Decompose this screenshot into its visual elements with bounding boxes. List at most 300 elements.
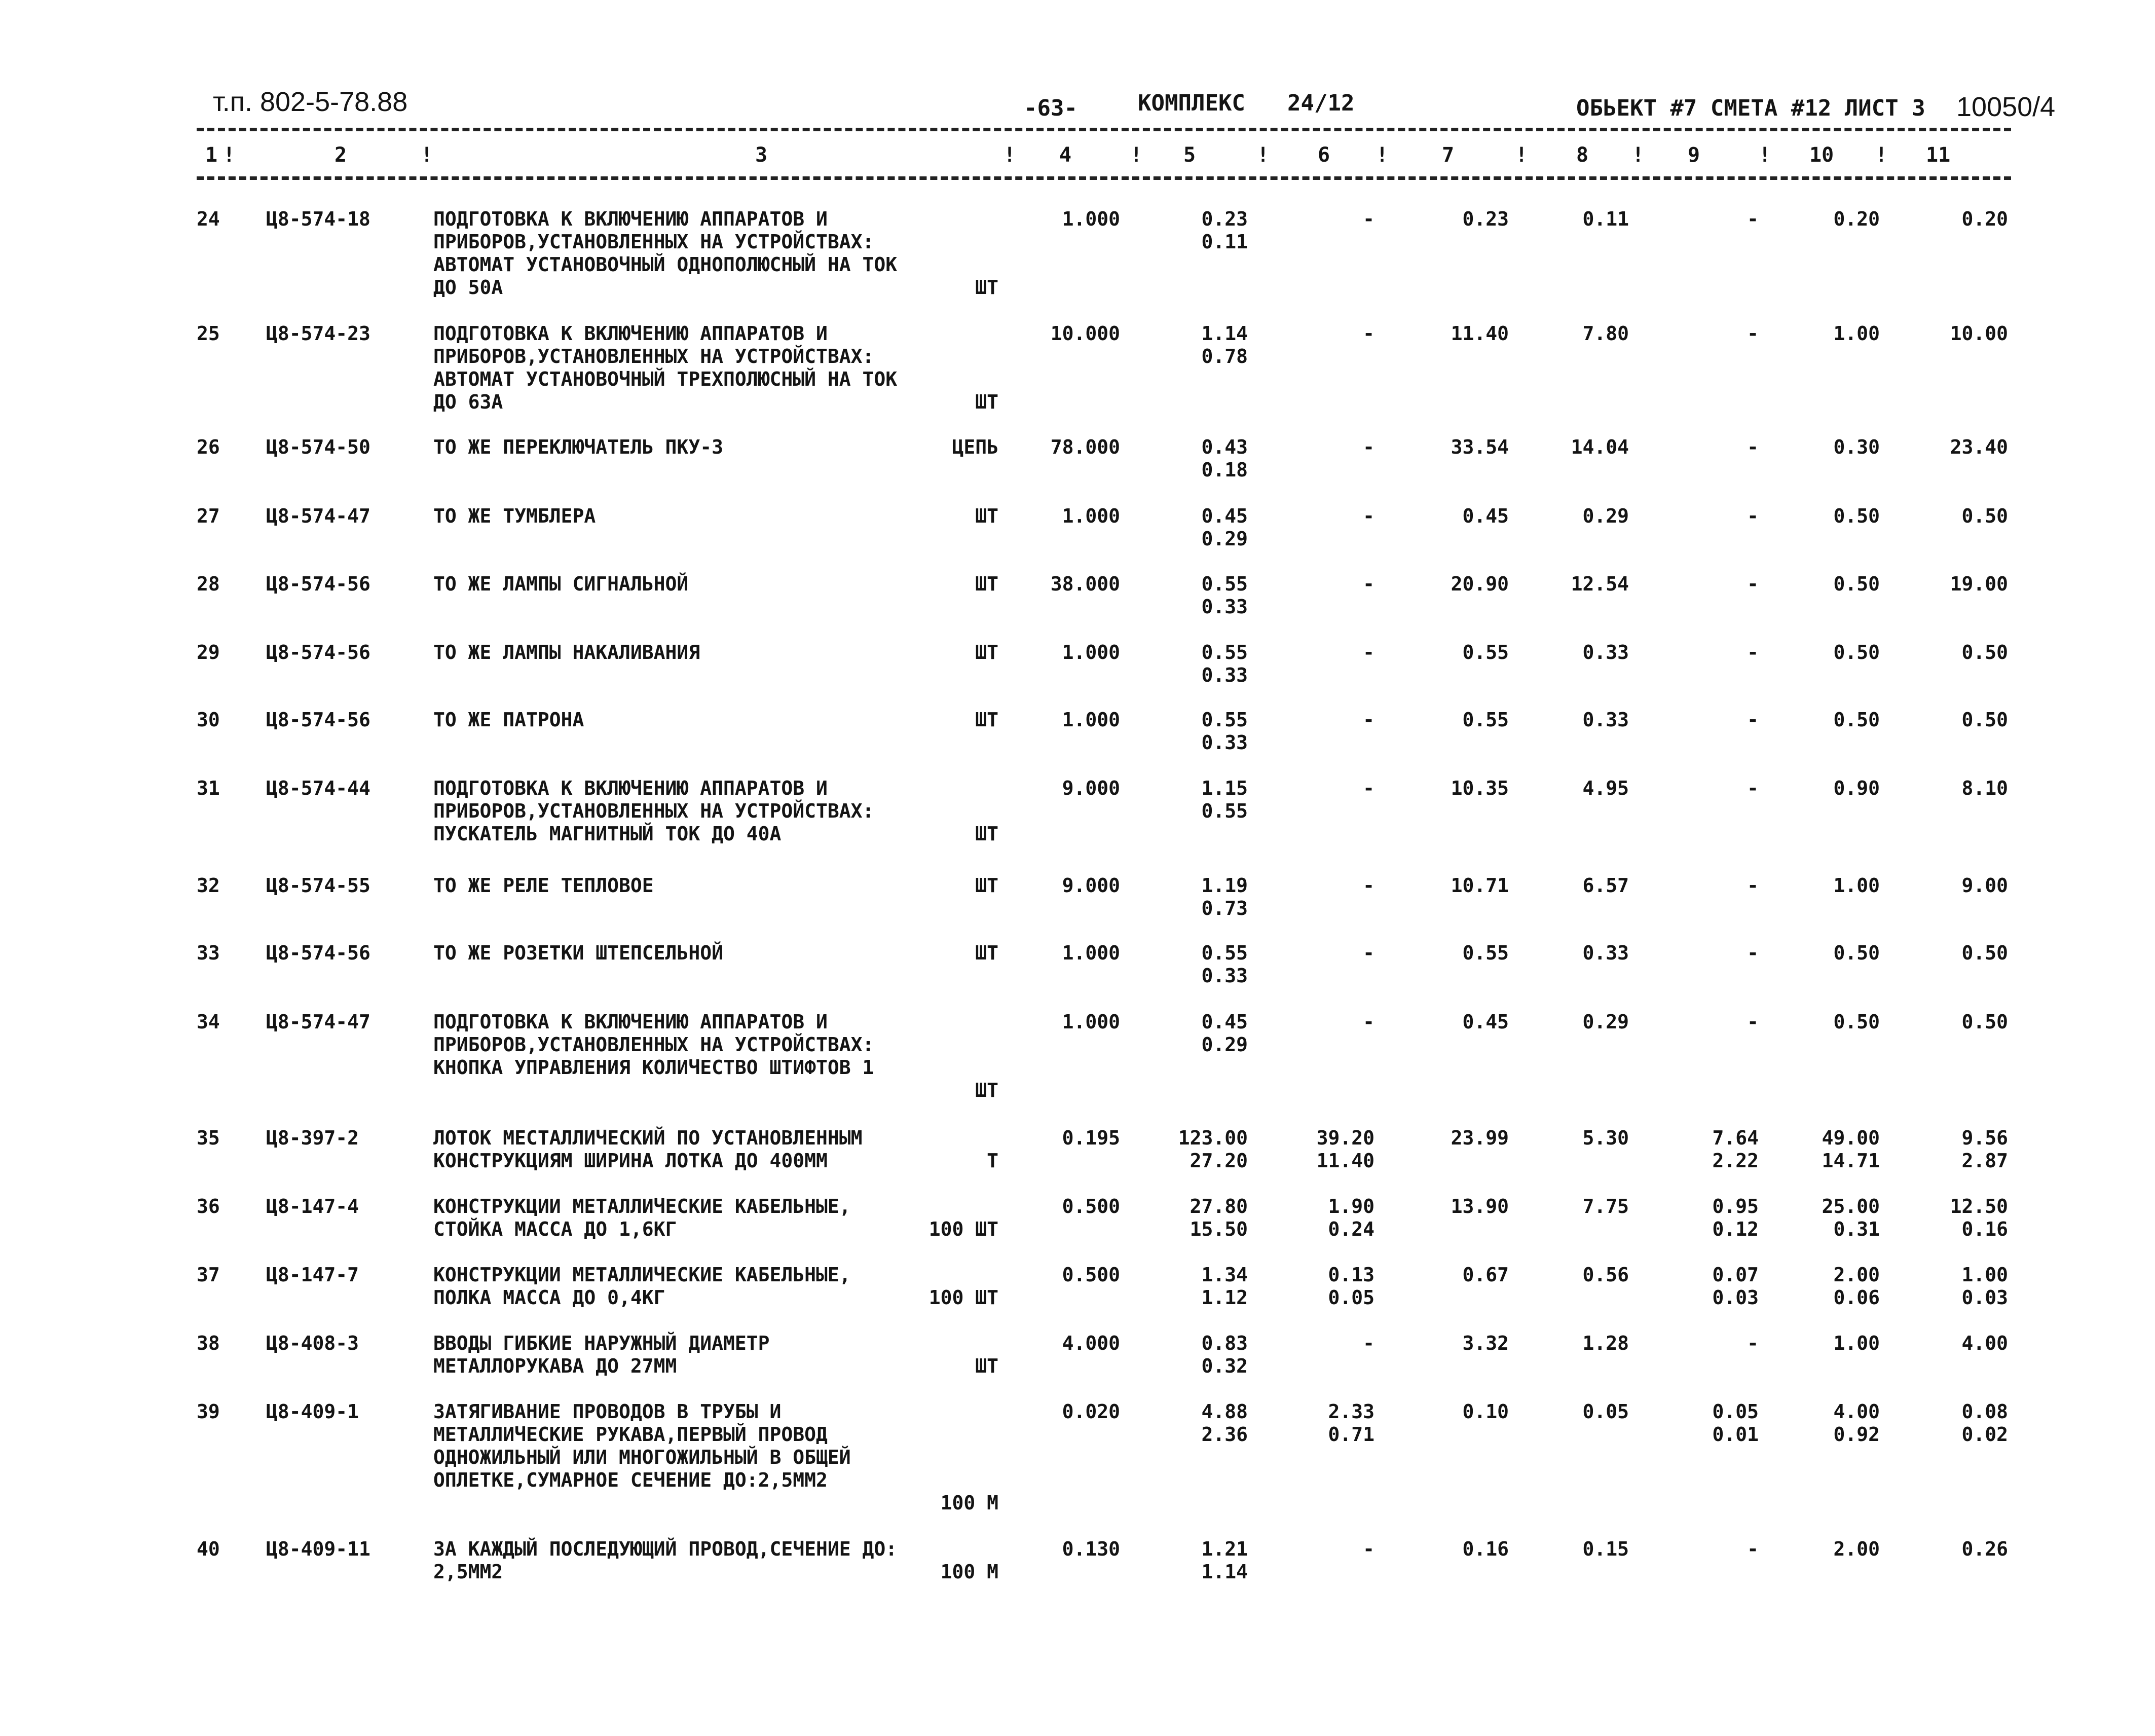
cell-value: 0.78 bbox=[1201, 345, 1248, 367]
description-line: КОНСТРУКЦИИ МЕТАЛЛИЧЕСКИЕ КАБЕЛЬНЫЕ, bbox=[433, 1195, 851, 1217]
cell-c10 bbox=[1833, 505, 1880, 528]
cell-value: - bbox=[1747, 208, 1759, 230]
description-line: 2,5ММ2 bbox=[433, 1561, 503, 1583]
cell-value: - bbox=[1747, 1538, 1759, 1560]
work-description bbox=[433, 641, 1001, 664]
cell-c6 bbox=[1328, 1400, 1374, 1446]
cell-c11 bbox=[1961, 777, 2008, 800]
cell-c7 bbox=[1462, 1400, 1509, 1423]
cell-c11 bbox=[1961, 208, 2008, 231]
cell-c8 bbox=[1571, 573, 1629, 596]
project-code: т.п. 802-5-78.88 bbox=[213, 87, 408, 117]
cell-value: - bbox=[1747, 874, 1759, 897]
description-line: АВТОМАТ УСТАНОВОЧНЫЙ ТРЕХПОЛЮСНЫЙ НА ТОК bbox=[433, 368, 898, 390]
col-sep: ! bbox=[1875, 143, 1888, 167]
norm-code: Ц8-574-56 bbox=[266, 573, 370, 595]
cell-value: 13.90 bbox=[1451, 1195, 1509, 1217]
cell-value: - bbox=[1747, 436, 1759, 458]
cell-value: 0.45 bbox=[1462, 1011, 1509, 1033]
cell-value: 0.20 bbox=[1833, 208, 1880, 230]
cell-c9 bbox=[1747, 777, 1759, 800]
cell-value: 2.00 bbox=[1833, 1538, 1880, 1560]
cell-value: 2.33 bbox=[1328, 1400, 1374, 1423]
cell-value: - bbox=[1747, 573, 1759, 595]
cell-value: 2.87 bbox=[1961, 1150, 2008, 1172]
unit-of-measure: ШТ bbox=[975, 505, 998, 527]
object-estimate-sheet: ОБЬЕКТ #7 СМЕТА #12 ЛИСТ 3 bbox=[1576, 95, 1925, 121]
work-description bbox=[433, 874, 1001, 897]
cell-value: 9.00 bbox=[1961, 874, 2008, 897]
cell-value: 0.13 bbox=[1328, 1264, 1374, 1286]
quantity: 4.000 bbox=[1062, 1332, 1120, 1354]
description-line: ПРИБОРОВ,УСТАНОВЛЕННЫХ НА УСТРОЙСТВАХ: bbox=[433, 1033, 874, 1056]
row-number: 29 bbox=[197, 641, 220, 663]
description-line: ПОДГОТОВКА К ВКЛЮЧЕНИЮ АППАРАТОВ И bbox=[433, 777, 828, 799]
col-sep: ! bbox=[1004, 143, 1016, 167]
cell-c5 bbox=[1190, 1195, 1248, 1241]
cell-c8 bbox=[1582, 942, 1629, 965]
unit-of-measure: 100 ШТ bbox=[928, 1218, 998, 1240]
cell-c6 bbox=[1363, 208, 1374, 231]
unit-of-measure: 100 ШТ bbox=[928, 1286, 998, 1309]
cell-value: 0.11 bbox=[1201, 231, 1248, 253]
cell-value: 0.31 bbox=[1833, 1218, 1880, 1240]
cell-c7 bbox=[1462, 942, 1509, 965]
cell-value: 2.22 bbox=[1712, 1150, 1759, 1172]
cell-c6 bbox=[1317, 1127, 1374, 1172]
cell-value: 0.83 bbox=[1201, 1332, 1248, 1354]
cell-c11 bbox=[1961, 874, 2008, 897]
row-number: 34 bbox=[197, 1011, 220, 1033]
cell-c7 bbox=[1462, 1332, 1509, 1355]
cell-value: 0.55 bbox=[1462, 709, 1509, 731]
cell-c11 bbox=[1961, 709, 2008, 731]
cell-value: 0.45 bbox=[1201, 1011, 1248, 1033]
cell-value: 25.00 bbox=[1822, 1195, 1880, 1217]
cell-value: 0.26 bbox=[1961, 1538, 2008, 1560]
description-line: ОДНОЖИЛЬНЫЙ ИЛИ МНОГОЖИЛЬНЫЙ В ОБЩЕЙ bbox=[433, 1446, 851, 1468]
cell-c7 bbox=[1451, 1127, 1509, 1150]
cell-value: 0.29 bbox=[1582, 505, 1629, 527]
cell-value: 11.40 bbox=[1451, 322, 1509, 345]
cell-value: 0.24 bbox=[1328, 1218, 1374, 1240]
cell-c7 bbox=[1462, 208, 1509, 231]
norm-code: Ц8-397-2 bbox=[266, 1127, 359, 1149]
cell-value: - bbox=[1747, 1332, 1759, 1354]
row-number: 28 bbox=[197, 573, 220, 595]
description-line: ПУСКАТЕЛЬ МАГНИТНЫЙ ТОК ДО 40А bbox=[433, 823, 782, 845]
col-sep: ! bbox=[223, 143, 236, 167]
col-sep: ! bbox=[421, 143, 433, 167]
cell-c9 bbox=[1747, 1538, 1759, 1561]
description-line: ПРИБОРОВ,УСТАНОВЛЕННЫХ НА УСТРОЙСТВАХ: bbox=[433, 345, 874, 367]
cell-c6 bbox=[1363, 436, 1374, 459]
cell-value: 0.45 bbox=[1201, 505, 1248, 527]
cell-value: 0.33 bbox=[1582, 942, 1629, 964]
cell-value: - bbox=[1363, 874, 1374, 897]
cell-value: - bbox=[1363, 322, 1374, 345]
description-line: АВТОМАТ УСТАНОВОЧНЫЙ ОДНОПОЛЮСНЫЙ НА ТОК bbox=[433, 253, 898, 276]
cell-value: 0.73 bbox=[1201, 897, 1248, 919]
description-line: МЕТАЛЛОРУКАВА ДО 27ММ bbox=[433, 1355, 677, 1377]
col-sep: ! bbox=[1257, 143, 1270, 167]
unit-of-measure: ШТ bbox=[975, 874, 998, 897]
cell-value: 1.14 bbox=[1201, 1561, 1248, 1583]
cell-c7 bbox=[1462, 1264, 1509, 1286]
cell-c7 bbox=[1462, 1011, 1509, 1033]
work-description bbox=[433, 709, 1001, 731]
cell-value: 4.00 bbox=[1833, 1400, 1880, 1423]
cell-c9 bbox=[1747, 709, 1759, 731]
cell-value: 0.55 bbox=[1201, 942, 1248, 964]
cell-value: 23.99 bbox=[1451, 1127, 1509, 1149]
description-line: ДО 63А bbox=[433, 391, 503, 413]
cell-c9 bbox=[1747, 1332, 1759, 1355]
cell-value: 1.34 bbox=[1201, 1264, 1248, 1286]
cell-c9 bbox=[1747, 208, 1759, 231]
cell-c7 bbox=[1451, 874, 1509, 897]
cell-value: 1.90 bbox=[1328, 1195, 1374, 1217]
cell-value: 0.55 bbox=[1201, 641, 1248, 663]
col-sep: ! bbox=[1376, 143, 1389, 167]
cell-value: 15.50 bbox=[1190, 1218, 1248, 1240]
cell-value: 0.05 bbox=[1328, 1286, 1374, 1309]
cell-c7 bbox=[1451, 436, 1509, 459]
norm-code: Ц8-409-1 bbox=[266, 1400, 359, 1423]
cell-c10 bbox=[1822, 1127, 1880, 1172]
cell-value: 0.33 bbox=[1201, 596, 1248, 618]
cell-c8 bbox=[1582, 874, 1629, 897]
cell-c5 bbox=[1201, 573, 1248, 618]
cell-value: 0.12 bbox=[1712, 1218, 1759, 1240]
work-description bbox=[433, 1264, 1001, 1309]
cell-c9 bbox=[1712, 1127, 1759, 1172]
page-number: -63- bbox=[1024, 95, 1078, 121]
cell-c10 bbox=[1822, 1195, 1880, 1241]
col-1: 1 bbox=[205, 143, 218, 167]
col-5: 5 bbox=[1183, 143, 1196, 167]
cell-c8 bbox=[1571, 436, 1629, 459]
cell-value: 0.50 bbox=[1833, 1011, 1880, 1033]
cell-value: 1.15 bbox=[1201, 777, 1248, 799]
cell-c8 bbox=[1582, 641, 1629, 664]
cell-value: 123.00 bbox=[1178, 1127, 1248, 1149]
cell-value: 27.80 bbox=[1190, 1195, 1248, 1217]
sheet-code: 10050/4 bbox=[1956, 92, 2056, 122]
cell-value: 12.54 bbox=[1571, 573, 1629, 595]
cell-value: 0.55 bbox=[1201, 709, 1248, 731]
norm-code: Ц8-147-4 bbox=[266, 1195, 359, 1217]
cell-c10 bbox=[1833, 709, 1880, 731]
work-description bbox=[433, 322, 1001, 414]
cell-c9 bbox=[1712, 1195, 1759, 1241]
cell-c11 bbox=[1961, 1264, 2008, 1309]
cell-value: 0.06 bbox=[1833, 1286, 1880, 1309]
cell-c5 bbox=[1201, 709, 1248, 754]
cell-c10 bbox=[1833, 777, 1880, 800]
cell-c8 bbox=[1582, 1332, 1629, 1355]
cell-value: 7.75 bbox=[1582, 1195, 1629, 1217]
cell-value: 0.50 bbox=[1961, 1011, 2008, 1033]
cell-value: 0.50 bbox=[1833, 573, 1880, 595]
unit-of-measure: ШТ bbox=[975, 823, 998, 845]
col-sep: ! bbox=[1759, 143, 1771, 167]
cell-c6 bbox=[1363, 322, 1374, 345]
unit-of-measure: ЦЕПЬ bbox=[952, 436, 998, 458]
quantity: 0.020 bbox=[1062, 1400, 1120, 1423]
cell-c9 bbox=[1712, 1264, 1759, 1309]
cell-c6 bbox=[1328, 1195, 1374, 1241]
cell-c9 bbox=[1747, 1011, 1759, 1033]
cell-value: 0.11 bbox=[1582, 208, 1629, 230]
cell-value: - bbox=[1363, 573, 1374, 595]
work-description bbox=[433, 777, 1001, 845]
description-line: ЗА КАЖДЫЙ ПОСЛЕДУЮЩИЙ ПРОВОД,СЕЧЕНИЕ ДО: bbox=[433, 1538, 898, 1560]
unit-of-measure: 100 М bbox=[940, 1492, 998, 1514]
cell-value: 0.16 bbox=[1462, 1538, 1509, 1560]
cell-value: - bbox=[1363, 1332, 1374, 1354]
cell-value: 0.33 bbox=[1582, 641, 1629, 663]
cell-value: 0.55 bbox=[1462, 942, 1509, 964]
row-number: 32 bbox=[197, 874, 220, 897]
unit-of-measure: ШТ bbox=[975, 942, 998, 964]
cell-value: 4.95 bbox=[1582, 777, 1629, 799]
description-line: ТО ЖЕ РЕЛЕ ТЕПЛОВОЕ bbox=[433, 874, 654, 897]
description-line: КОНСТРУКЦИЯМ ШИРИНА ЛОТКА ДО 400ММ bbox=[433, 1150, 828, 1172]
cell-value: 1.12 bbox=[1201, 1286, 1248, 1309]
cell-c6 bbox=[1363, 1538, 1374, 1561]
cell-value: 8.10 bbox=[1961, 777, 2008, 799]
cell-value: 4.00 bbox=[1961, 1332, 2008, 1354]
cell-value: 9.56 bbox=[1961, 1127, 2008, 1149]
cell-value: 39.20 bbox=[1316, 1127, 1374, 1149]
unit-of-measure: ШТ bbox=[975, 709, 998, 731]
cell-value: 1.00 bbox=[1833, 874, 1880, 897]
cell-c8 bbox=[1582, 1011, 1629, 1033]
cell-value: 33.54 bbox=[1451, 436, 1509, 458]
cell-c5 bbox=[1201, 777, 1248, 823]
cell-value: 0.23 bbox=[1201, 208, 1248, 230]
quantity: 0.130 bbox=[1062, 1538, 1120, 1560]
cell-value: 49.00 bbox=[1822, 1127, 1880, 1149]
cell-value: 0.23 bbox=[1462, 208, 1509, 230]
cell-c9 bbox=[1747, 942, 1759, 965]
cell-value: 14.71 bbox=[1822, 1150, 1880, 1172]
row-number: 38 bbox=[197, 1332, 220, 1354]
cell-c5 bbox=[1201, 1011, 1248, 1056]
cell-value: 1.00 bbox=[1961, 1264, 2008, 1286]
cell-value: 1.00 bbox=[1833, 322, 1880, 345]
cell-value: - bbox=[1363, 641, 1374, 663]
cell-value: 0.43 bbox=[1201, 436, 1248, 458]
cell-value: 0.33 bbox=[1201, 965, 1248, 987]
cell-value: - bbox=[1747, 777, 1759, 799]
cell-value: 0.50 bbox=[1961, 505, 2008, 527]
cell-value: 0.15 bbox=[1582, 1538, 1629, 1560]
cell-c7 bbox=[1451, 1195, 1509, 1218]
quantity: 1.000 bbox=[1062, 1011, 1120, 1033]
cell-value: 0.55 bbox=[1462, 641, 1509, 663]
cell-value: 1.00 bbox=[1833, 1332, 1880, 1354]
col-8: 8 bbox=[1576, 143, 1589, 167]
cell-value: 0.71 bbox=[1328, 1423, 1374, 1446]
cell-value: 10.35 bbox=[1451, 777, 1509, 799]
norm-code: Ц8-574-56 bbox=[266, 709, 370, 731]
cell-value: 0.50 bbox=[1833, 505, 1880, 527]
cell-value: 0.20 bbox=[1961, 208, 2008, 230]
cell-value: - bbox=[1747, 505, 1759, 527]
cell-c11 bbox=[1961, 1538, 2008, 1561]
col-4: 4 bbox=[1059, 143, 1072, 167]
cell-value: 6.57 bbox=[1582, 874, 1629, 897]
cell-value: - bbox=[1363, 777, 1374, 799]
norm-code: Ц8-408-3 bbox=[266, 1332, 359, 1354]
cell-value: 2.36 bbox=[1201, 1423, 1248, 1446]
cell-c8 bbox=[1582, 322, 1629, 345]
norm-code: Ц8-574-23 bbox=[266, 322, 370, 345]
cell-c7 bbox=[1462, 505, 1509, 528]
cell-value: 0.33 bbox=[1201, 731, 1248, 754]
description-line: ЛОТОК МЕСТАЛЛИЧЕСКИЙ ПО УСТАНОВЛЕННЫМ bbox=[433, 1127, 863, 1149]
cell-value: 19.00 bbox=[1950, 573, 2008, 595]
cell-c5 bbox=[1201, 1332, 1248, 1378]
unit-of-measure: Т bbox=[987, 1150, 998, 1172]
cell-value: 0.01 bbox=[1712, 1423, 1759, 1446]
cell-c5 bbox=[1201, 322, 1248, 368]
cell-value: 0.29 bbox=[1201, 528, 1248, 550]
cell-c8 bbox=[1582, 208, 1629, 231]
cell-value: - bbox=[1747, 641, 1759, 663]
complex-value: 24/12 bbox=[1287, 90, 1355, 116]
cell-value: 1.14 bbox=[1201, 322, 1248, 345]
cell-c5 bbox=[1201, 1264, 1248, 1309]
col-sep: ! bbox=[1515, 143, 1528, 167]
col-6: 6 bbox=[1318, 143, 1330, 167]
description-line: ТО ЖЕ ЛАМПЫ СИГНАЛЬНОЙ bbox=[433, 573, 689, 595]
cell-c11 bbox=[1961, 505, 2008, 528]
cell-value: 0.29 bbox=[1201, 1033, 1248, 1056]
cell-value: 0.07 bbox=[1712, 1264, 1759, 1286]
cell-c6 bbox=[1363, 641, 1374, 664]
cell-c6 bbox=[1363, 1011, 1374, 1033]
quantity: 78.000 bbox=[1050, 436, 1120, 458]
cell-value: 0.95 bbox=[1712, 1195, 1759, 1217]
col-9: 9 bbox=[1688, 143, 1700, 167]
cell-value: 12.50 bbox=[1950, 1195, 2008, 1217]
description-line: ЗАТЯГИВАНИЕ ПРОВОДОВ В ТРУБЫ И bbox=[433, 1400, 782, 1423]
cell-value: 14.04 bbox=[1571, 436, 1629, 458]
cell-value: 23.40 bbox=[1950, 436, 2008, 458]
col-10: 10 bbox=[1809, 143, 1834, 167]
cell-c6 bbox=[1363, 1332, 1374, 1355]
description-line: ПОДГОТОВКА К ВКЛЮЧЕНИЮ АППАРАТОВ И bbox=[433, 322, 828, 345]
cell-value: 10.71 bbox=[1451, 874, 1509, 897]
work-description bbox=[433, 1332, 1001, 1378]
quantity: 9.000 bbox=[1062, 874, 1120, 897]
cell-value: 2.00 bbox=[1833, 1264, 1880, 1286]
cell-c10 bbox=[1833, 641, 1880, 664]
complex-label: КОМПЛЕКС bbox=[1138, 90, 1245, 116]
cell-c10 bbox=[1833, 1264, 1880, 1309]
cell-value: 27.20 bbox=[1190, 1150, 1248, 1172]
cell-c7 bbox=[1462, 709, 1509, 731]
quantity: 1.000 bbox=[1062, 942, 1120, 964]
description-line: ПОДГОТОВКА К ВКЛЮЧЕНИЮ АППАРАТОВ И bbox=[433, 208, 828, 230]
cell-value: - bbox=[1363, 208, 1374, 230]
work-description bbox=[433, 1195, 1001, 1241]
cell-c10 bbox=[1833, 208, 1880, 231]
work-description bbox=[433, 1538, 1001, 1583]
row-number: 36 bbox=[197, 1195, 220, 1217]
cell-c6 bbox=[1363, 777, 1374, 800]
cell-c8 bbox=[1582, 1400, 1629, 1423]
work-description bbox=[433, 208, 1001, 299]
cell-c9 bbox=[1712, 1400, 1759, 1446]
norm-code: Ц8-574-55 bbox=[266, 874, 370, 897]
cell-value: 0.56 bbox=[1582, 1264, 1629, 1286]
col-sep: ! bbox=[1130, 143, 1143, 167]
cell-c10 bbox=[1833, 1538, 1880, 1561]
cell-c11 bbox=[1961, 1400, 2008, 1446]
unit-of-measure: ШТ bbox=[975, 276, 998, 299]
cell-c10 bbox=[1833, 322, 1880, 345]
cell-value: - bbox=[1747, 942, 1759, 964]
cell-value: 0.18 bbox=[1201, 459, 1248, 481]
cell-c8 bbox=[1582, 1195, 1629, 1218]
cell-value: 0.50 bbox=[1833, 942, 1880, 964]
cell-c8 bbox=[1582, 505, 1629, 528]
description-line: ВВОДЫ ГИБКИЕ НАРУЖНЫЙ ДИАМЕТР bbox=[433, 1332, 770, 1354]
description-line: ТО ЖЕ РОЗЕТКИ ШТЕПСЕЛЬНОЙ bbox=[433, 942, 723, 964]
cell-value: 0.08 bbox=[1961, 1400, 2008, 1423]
row-number: 25 bbox=[197, 322, 220, 345]
cell-c11 bbox=[1961, 1332, 2008, 1355]
cell-c5 bbox=[1201, 942, 1248, 987]
cell-value: 0.16 bbox=[1961, 1218, 2008, 1240]
cell-value: - bbox=[1747, 322, 1759, 345]
col-7: 7 bbox=[1442, 143, 1455, 167]
cell-c11 bbox=[1950, 322, 2008, 345]
row-number: 40 bbox=[197, 1538, 220, 1560]
cell-c8 bbox=[1582, 1538, 1629, 1561]
cell-value: 0.30 bbox=[1833, 436, 1880, 458]
cell-c7 bbox=[1462, 1538, 1509, 1561]
unit-of-measure: ШТ bbox=[975, 573, 998, 595]
cell-c7 bbox=[1451, 573, 1509, 596]
cell-value: 10.00 bbox=[1950, 322, 2008, 345]
row-number: 37 bbox=[197, 1264, 220, 1286]
cell-c5 bbox=[1201, 1538, 1248, 1583]
cell-value: 0.29 bbox=[1582, 1011, 1629, 1033]
cell-c8 bbox=[1582, 1127, 1629, 1150]
cell-c5 bbox=[1201, 208, 1248, 253]
cell-c5 bbox=[1201, 1400, 1248, 1446]
description-line: ТО ЖЕ ПАТРОНА bbox=[433, 709, 584, 731]
cell-c11 bbox=[1961, 1127, 2008, 1172]
description-line: МЕТАЛЛИЧЕСКИЕ РУКАВА,ПЕРВЫЙ ПРОВОД bbox=[433, 1423, 828, 1446]
cell-value: - bbox=[1363, 942, 1374, 964]
description-line: СТОЙКА МАССА ДО 1,6КГ bbox=[433, 1218, 677, 1240]
description-line: ТО ЖЕ ПЕРЕКЛЮЧАТЕЛЬ ПКУ-3 bbox=[433, 436, 723, 458]
cell-value: - bbox=[1363, 436, 1374, 458]
cell-c6 bbox=[1328, 1264, 1374, 1309]
col-3: 3 bbox=[755, 143, 768, 167]
cell-c8 bbox=[1582, 1264, 1629, 1286]
col-sep: ! bbox=[1632, 143, 1645, 167]
cell-c10 bbox=[1833, 1400, 1880, 1446]
norm-code: Ц8-147-7 bbox=[266, 1264, 359, 1286]
cell-value: - bbox=[1363, 1538, 1374, 1560]
